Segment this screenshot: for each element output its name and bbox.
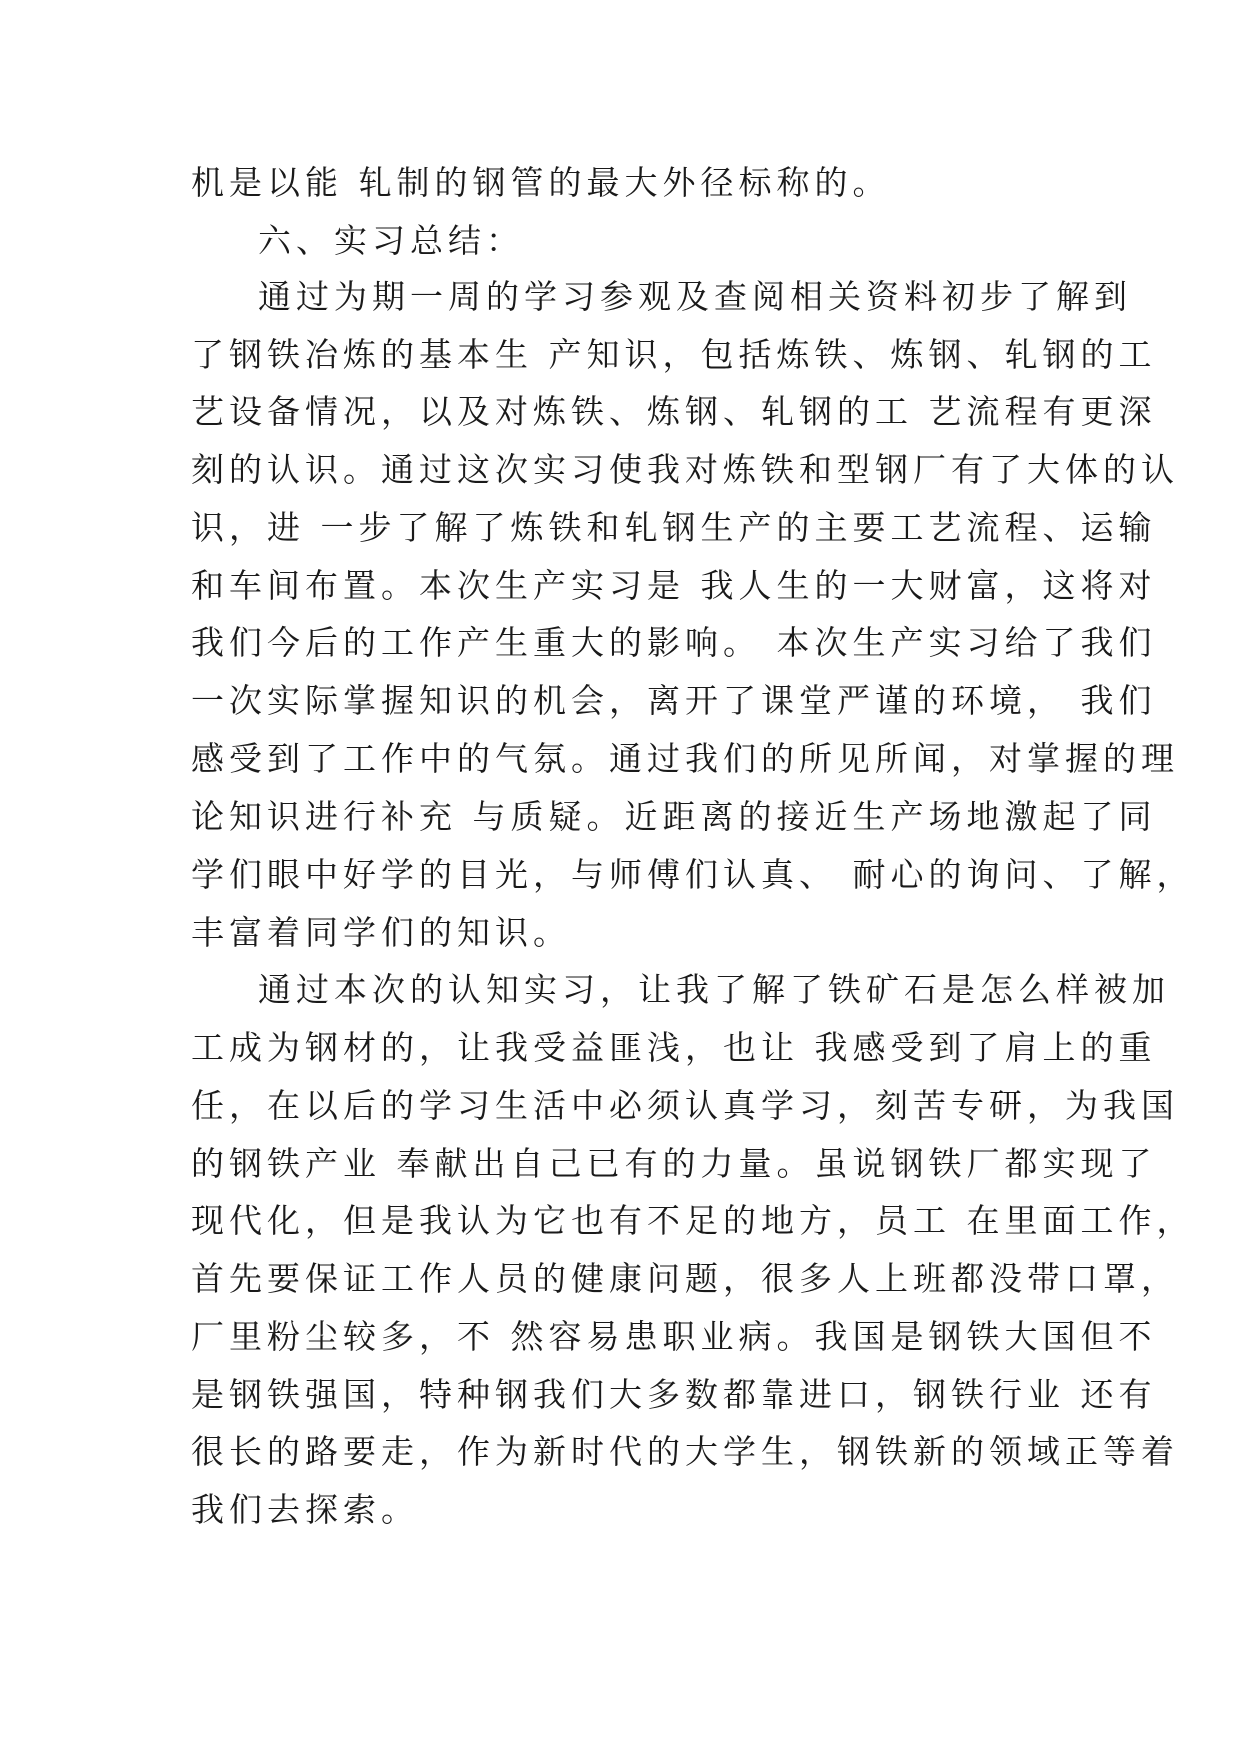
text-line: 机是以能 轧制的钢管的最大外径标称的。 bbox=[191, 163, 891, 202]
text-line: 识，进 一步了解了炼铁和轧钢生产的主要工艺流程、运输 bbox=[191, 508, 1157, 547]
text-line: 了钢铁冶炼的基本生 产知识，包括炼铁、炼钢、轧钢的工 bbox=[191, 335, 1157, 374]
text-line: 感受到了工作中的气氛。通过我们的所见所闻，对掌握的理 bbox=[191, 739, 1179, 778]
text-line: 一次实际掌握知识的机会，离开了课堂严谨的环境， 我们 bbox=[191, 681, 1157, 720]
text-line: 和车间布置。本次生产实习是 我人生的一大财富，这将对 bbox=[191, 566, 1157, 605]
text-line: 工成为钢材的，让我受益匪浅，也让 我感受到了肩上的重 bbox=[191, 1028, 1157, 1067]
text-line: 现代化，但是我认为它也有不足的地方，员工 在里面工作， bbox=[191, 1201, 1195, 1240]
text-line: 我们今后的工作产生重大的影响。 本次生产实习给了我们 bbox=[191, 623, 1157, 662]
text-line: 通过本次的认知实习，让我了解了铁矿石是怎么样被加 bbox=[258, 970, 1170, 1009]
text-line: 论知识进行补充 与质疑。近距离的接近生产场地激起了同 bbox=[191, 797, 1157, 836]
text-line: 厂里粉尘较多，不 然容易患职业病。我国是钢铁大国但不 bbox=[191, 1317, 1157, 1356]
text-line: 通过为期一周的学习参观及查阅相关资料初步了解到 bbox=[258, 277, 1132, 316]
text-line: 刻的认识。通过这次实习使我对炼铁和型钢厂有了大体的认 bbox=[191, 450, 1179, 489]
section-heading: 六、实习总结： bbox=[258, 221, 524, 260]
text-line: 丰富着同学们的知识。 bbox=[191, 913, 571, 952]
text-line: 学们眼中好学的目光，与师傅们认真、 耐心的询问、了解， bbox=[191, 855, 1195, 894]
text-line: 任，在以后的学习生活中必须认真学习，刻苦专研，为我国 bbox=[191, 1086, 1179, 1125]
text-line: 是钢铁强国，特种钢我们大多数都靠进口，钢铁行业 还有 bbox=[191, 1375, 1157, 1414]
text-line: 首先要保证工作人员的健康问题，很多人上班都没带口罩， bbox=[191, 1259, 1179, 1298]
text-line: 艺设备情况，以及对炼铁、炼钢、轧钢的工 艺流程有更深 bbox=[191, 392, 1157, 431]
text-line: 的钢铁产业 奉献出自己已有的力量。虽说钢铁厂都实现了 bbox=[191, 1144, 1157, 1183]
text-line: 我们去探索。 bbox=[191, 1490, 419, 1529]
text-line: 很长的路要走，作为新时代的大学生，钢铁新的领域正等着 bbox=[191, 1432, 1179, 1471]
